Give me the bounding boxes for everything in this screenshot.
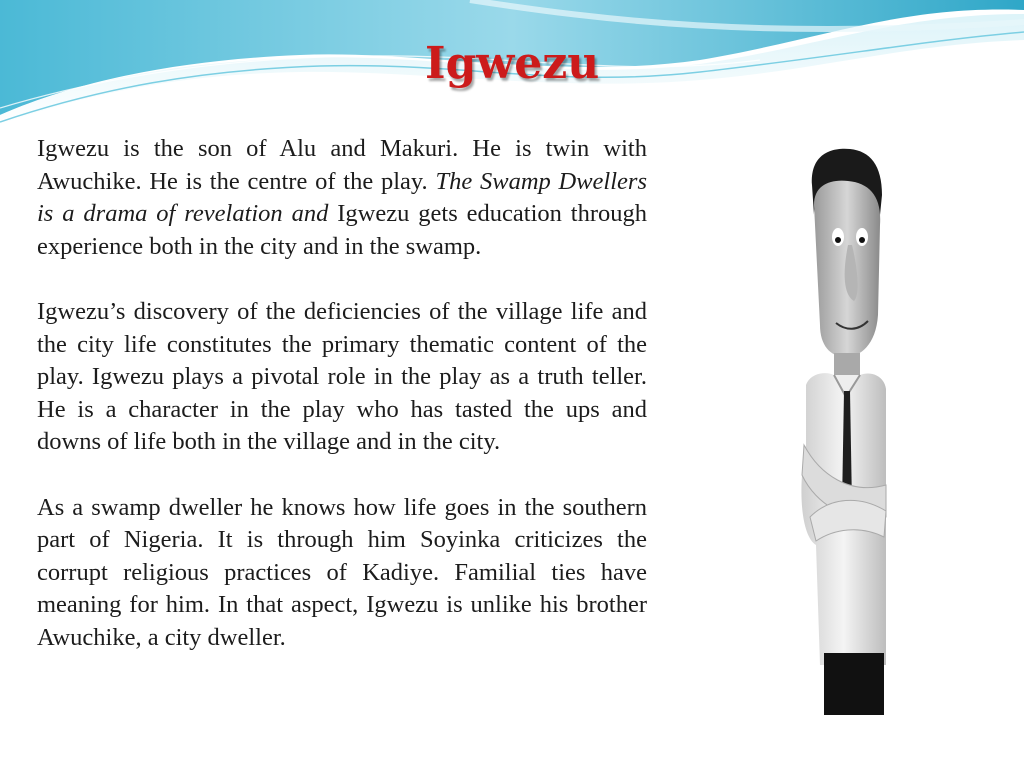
slide-title: Igwezu — [425, 38, 600, 89]
paragraph-2: Igwezu’s discovery of the deficiencies of the village life and the city life constitutes the primary thematic content of the play. Igwezu plays a pivotal role in the play as a truth teller. He is a character in the play who has tasted the ups and downs of life both in the village and in the city. — [37, 297, 647, 456]
paragraph-1-text-b: Igwezu gets education through experience both in the city and in the swamp. — [37, 200, 647, 260]
paragraph-1 — [37, 133, 647, 263]
cartoon-man-image — [790, 145, 890, 715]
paragraph-1-text-a: Igwezu is the son of Alu and Makuri. He is twin with Awuchike. He is the centre of the play. — [37, 135, 647, 195]
paragraph-1-italic: The Swamp Dwellers is a drama of revelation and — [37, 167, 647, 228]
body-text — [37, 133, 647, 655]
paragraph-3: As a swamp dweller he knows how life goes in the southern part of Nigeria. It is through him Soyinka criticizes the corrupt religious practices of Kadiye. Familial ties have meaning for him. In that aspect, Igwezu is unlike his brother Awuchike, a city dweller. — [37, 493, 647, 651]
